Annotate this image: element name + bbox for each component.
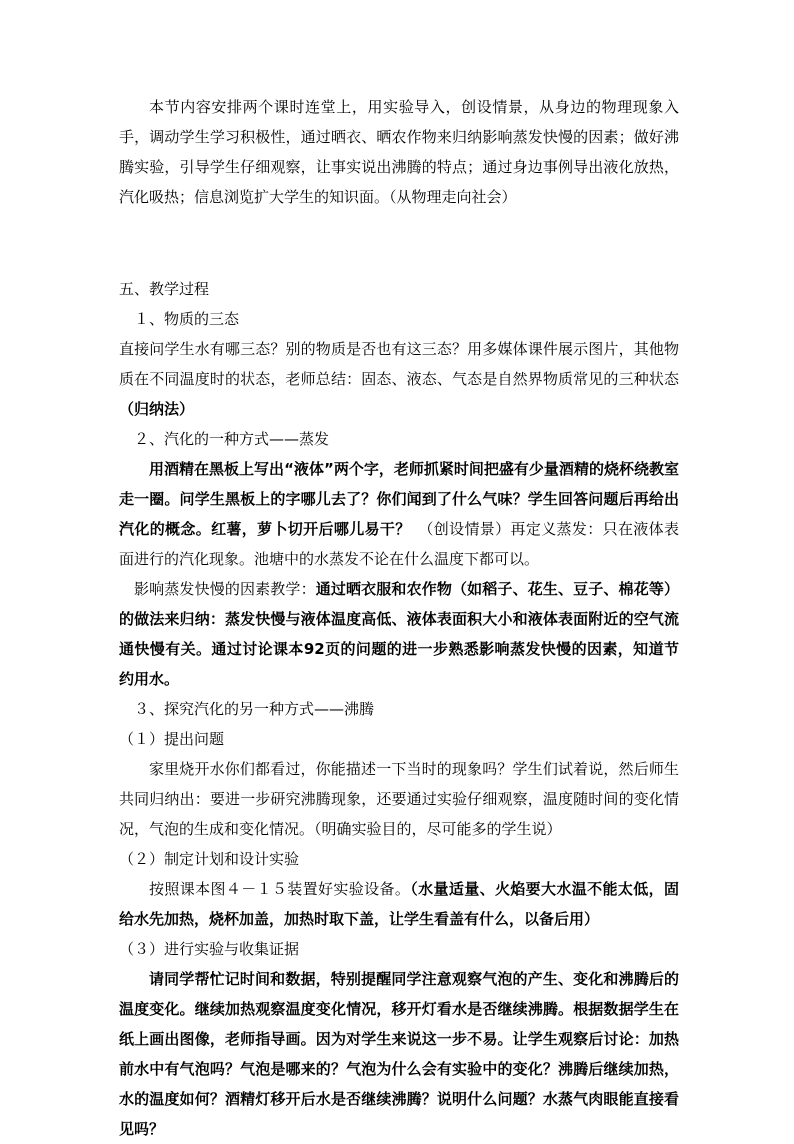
document-page [119,92,679,1144]
s1-body: 直接问学生水有哪三态？别的物质是否也有这三态？用多媒体课件展示图片，其他物质在不同温度时的状态，老师总结：固态、液态、气态是自然界物质常见的三种状态 [119,340,679,388]
section-title: 五、教学过程 [119,280,210,298]
s3-step1-body: 家里烧开水你们都看过，你能描述一下当时的现象吗？学生们试着说，然后师生共同归纳出：要进一步研究沸腾现象，还要通过实验仔细观察，温度随时间的变化情况，气泡的生成和变化情况。（明确实验目的，尽可能多的学生说） [119,760,679,838]
s3-step3-body: 请同学帮忙记时间和数据，特别提醒同学注意观察气泡的产生、变化和沸腾后的温度变化。继续加热观察温度变化情况，移开灯看水是否继续沸腾。根据数据学生在纸上画出图像，老师指导画。因为对学生来说这一步不易。让学生观察后讨论：加热前水中有气泡吗？气泡是哪来的？气泡为什么会有实验中的变化？沸腾后继续加热，水的温度如何？酒精灯移开后水是否继续沸腾？说明什么问题？水蒸气肉眼能直接看见吗？ [119,970,679,1138]
s3-step2-title: （２）制定计划和设计实验 [119,850,300,868]
s2-para1-tag: （创设情景） [410,520,511,538]
s2-para1-bold: 用酒精在黑板上写出“液体”两个字，老师抓紧时间把盛有少量酒精的烧杯绕教室走一圈。问学生黑板上的字哪儿去了？你们闻到了什么气味？学生回答问题后再给出汽化的概念。红薯，萝卜切开后哪儿易干？ [119,460,679,538]
s2-paragraph-2 [119,574,679,694]
s3-step1-title: （１）提出问题 [119,730,225,748]
s1-paragraph [119,334,679,424]
s3-step2-lead: 按照课本图４－１５装置好实验设备。 [149,880,411,898]
spacer [119,212,679,274]
s1-method: （归纳法） [119,400,195,418]
s3-heading: ３、探究汽化的另一种方式——沸腾 [134,700,375,718]
s1-heading: １、物质的三态 [134,310,240,328]
intro-paragraph: 本节内容安排两个课时连堂上，用实验导入，创设情景，从身边的物理现象入手，调动学生学习积极性，通过晒衣、晒农作物来归纳影响蒸发快慢的因素；做好沸腾实验，引导学生仔细观察，让事实说出沸腾的特点；通过身边事例导出液化放热，汽化吸热；信息浏览扩大学生的知识面。（从物理走向社会） [119,98,679,206]
s3-step3-title: （３）进行实验与收集证据 [119,940,300,958]
s3-step2-bold: （水量适量、火焰要大水温不能太低，固给水先加热，烧杯加盖，加热时取下盖，让学生看盖有什么，以备后用） [119,880,679,928]
s3-step2-paragraph [119,874,679,934]
s2-para1-rest: 再定义蒸发：只在液体表面进行的汽化现象。池塘中的水蒸发不论在什么温度下都可以。 [119,520,679,568]
s2-para2-bold: 通过晒衣服和农作物（如稻子、花生、豆子、棉花等）的做法来归纳：蒸发快慢与液体温度高低、液体表面积大小和液体表面附近的空气流通快慢有关。通过讨论课本92页的问题的进一步熟悉影响蒸发快慢的因素，知道节约用水。 [119,580,679,688]
s2-heading: ２、汽化的一种方式——蒸发 [134,430,330,448]
s2-para2-lead: 影响蒸发快慢的因素教学： [134,580,316,598]
s2-paragraph-1 [119,454,679,574]
